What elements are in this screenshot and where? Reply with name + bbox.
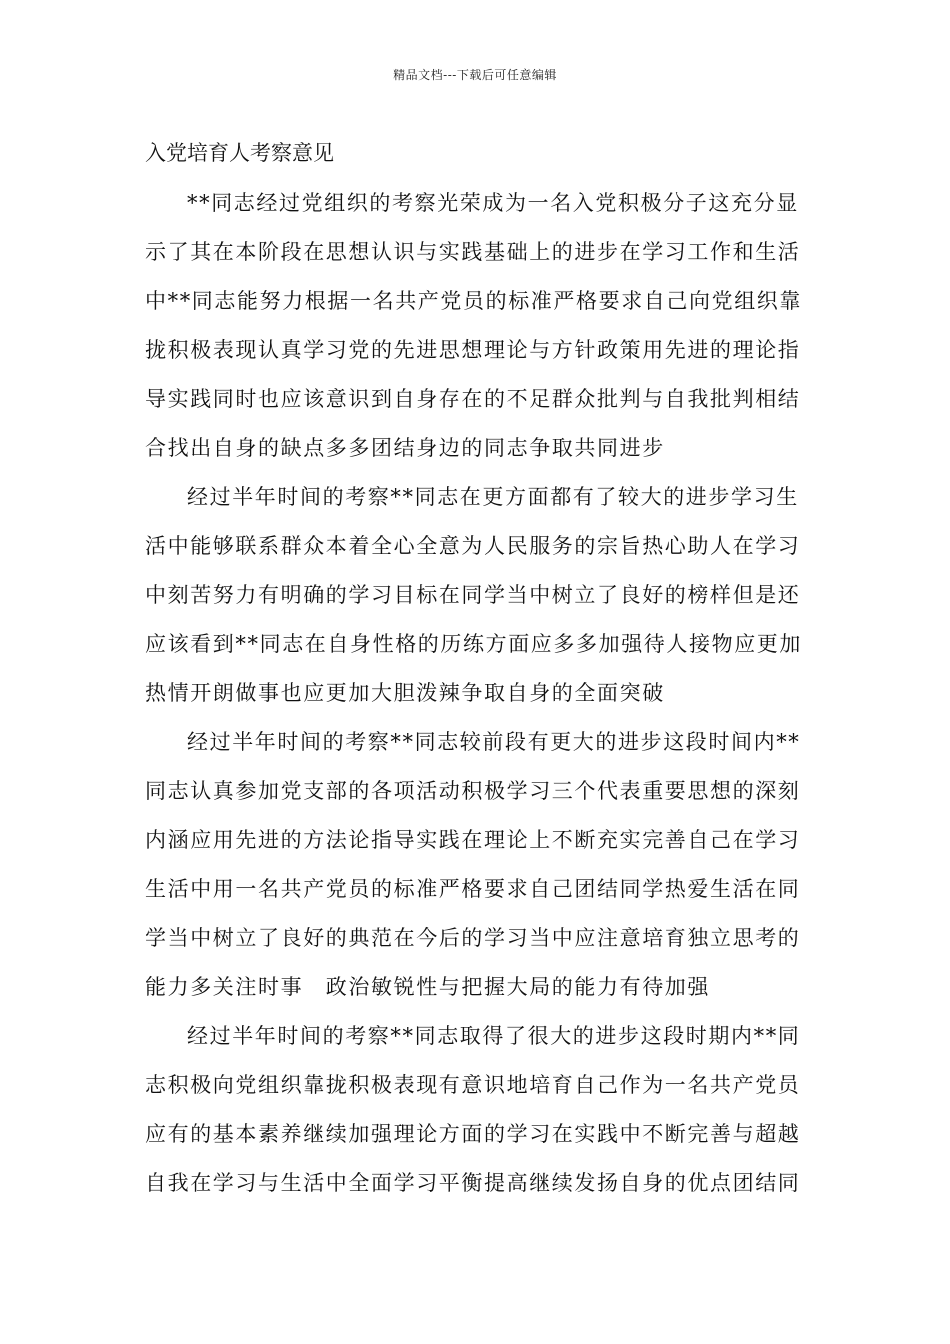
- paragraph-line: 应有的基本素养继续加强理论方面的学习在实践中不断完善与超越: [145, 1122, 801, 1146]
- paragraph-line: 志积极向党组织靠拢积极表现有意识地培育自己作为一名共产党员: [145, 1073, 801, 1097]
- paragraph-line: 能力多关注时事 政治敏锐性与把握大局的能力有待加强: [145, 975, 710, 999]
- paragraph-3: [145, 718, 810, 1012]
- paragraph-line: 经过半年时间的考察**同志较前段有更大的进步这段时间内**: [187, 730, 801, 754]
- paragraph-line: 自我在学习与生活中全面学习平衡提高继续发扬自身的优点团结同: [145, 1171, 801, 1195]
- document-body: [145, 129, 810, 1208]
- paragraph-2: [145, 473, 810, 718]
- paragraph-4: [145, 1012, 810, 1208]
- paragraph-line: 活中能够联系群众本着全心全意为人民服务的宗旨热心助人在学习: [145, 534, 801, 558]
- paragraph-line: 经过半年时间的考察**同志在更方面都有了较大的进步学习生: [187, 485, 799, 509]
- paragraph-line: 经过半年时间的考察**同志取得了很大的进步这段时期内**同: [187, 1024, 801, 1048]
- paragraph-line: 生活中用一名共产党员的标准严格要求自己团结同学热爱生活在同: [145, 877, 801, 901]
- paragraph-line: 学当中树立了良好的典范在今后的学习当中应注意培育独立思考的: [145, 926, 801, 950]
- paragraph-line: 合找出自身的缺点多多团结身边的同志争取共同进步: [145, 436, 665, 460]
- paragraph-line: 示了其在本阶段在思想认识与实践基础上的进步在学习工作和生活: [145, 240, 801, 264]
- paragraph-line: 同志认真参加党支部的各项活动积极学习三个代表重要思想的深刻: [145, 779, 801, 803]
- paragraph-line: 导实践同时也应该意识到自身存在的不足群众批判与自我批判相结: [145, 387, 801, 411]
- paragraph-1: [145, 179, 810, 473]
- paragraph-line: 内涵应用先进的方法论指导实践在理论上不断充实完善自己在学习: [145, 828, 801, 852]
- paragraph-line: 应该看到**同志在自身性格的历练方面应多多加强待人接物应更加: [145, 632, 802, 656]
- paragraph-line: 拢积极表现认真学习党的先进思想理论与方针政策用先进的理论指: [145, 338, 801, 362]
- paragraph-line: 中**同志能努力根据一名共产党员的标准严格要求自己向党组织靠: [145, 289, 802, 313]
- document-title: 入党培育人考察意见: [145, 141, 334, 165]
- paragraph-line: 热情开朗做事也应更加大胆泼辣争取自身的全面突破: [145, 681, 665, 705]
- page-header: 精品文档---下载后可任意编辑: [393, 68, 557, 82]
- paragraph-line: 中刻苦努力有明确的学习目标在同学当中树立了良好的榜样但是还: [145, 583, 801, 607]
- paragraph-line: **同志经过党组织的考察光荣成为一名入党积极分子这充分显: [187, 191, 799, 215]
